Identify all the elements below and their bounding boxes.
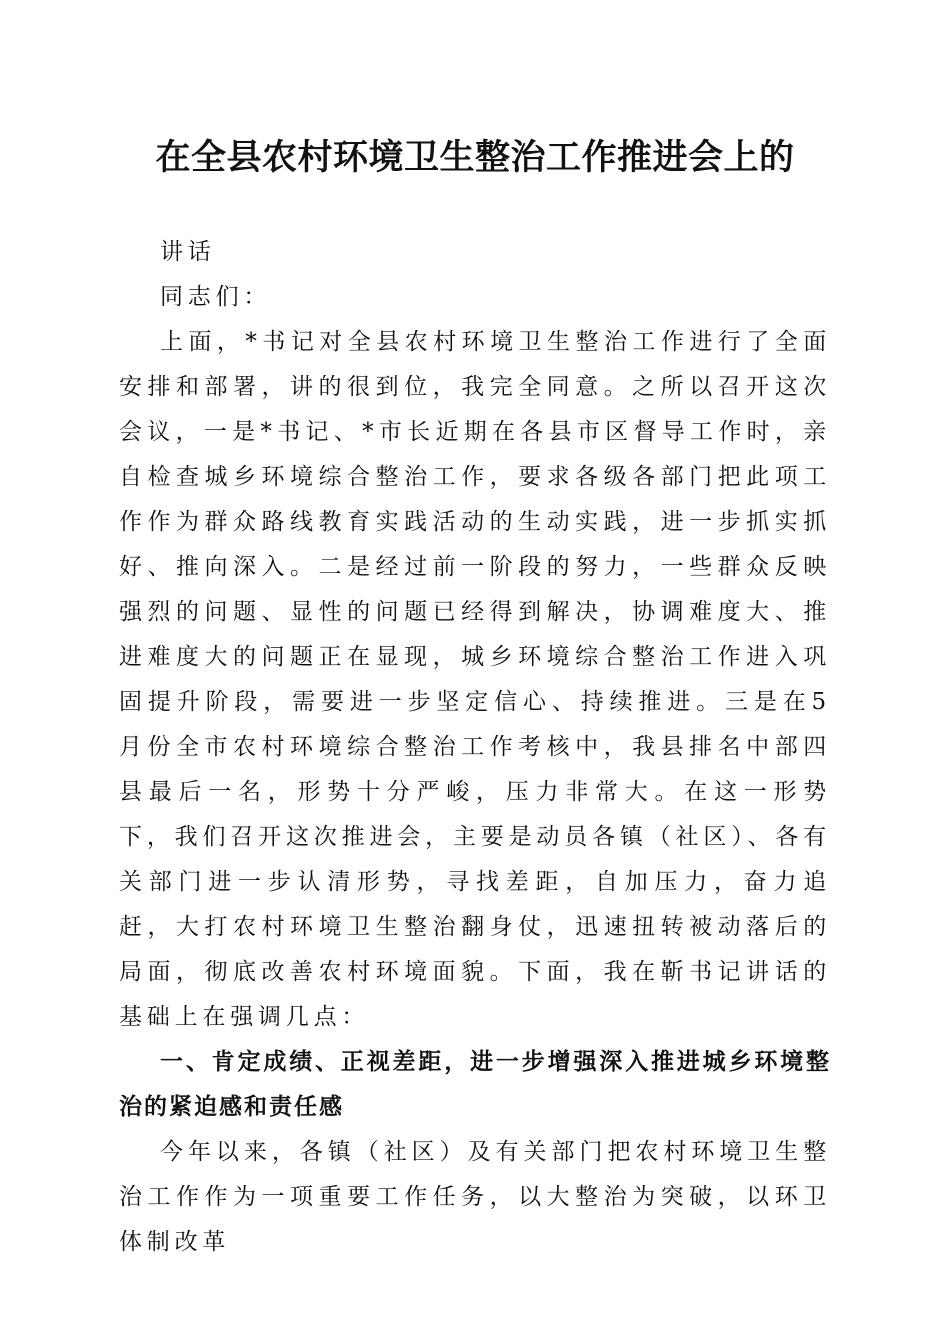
document-body xyxy=(119,230,831,1265)
salutation: 同志们： xyxy=(160,284,272,310)
subtitle-line: 讲话 xyxy=(160,239,216,265)
paragraph-opening: 上面，*书记对全县农村环境卫生整治工作进行了全面安排和部署，讲的很到位，我完全同意。之所以召开这次会议，一是*书记、*市长近期在各县市区督导工作时，亲自检查城乡环境综合整治工作，要求各级各部门把此项工作作为群众路线教育实践活动的生动实践，进一步抓实抓好、推向深入。二是经过前一阶段的努力，一些群众反映强烈的问题、显性的问题已经得到解决，协调难度大、推进难度大的问题正在显现，城乡环境综合整治工作进入巩固提升阶段，需要进一步坚定信心、持续推进。三是在5月份全市农村环境综合整治工作考核中，我县排名中部四县最后一名，形势十分严峻，压力非常大。在这一形势下，我们召开这次推进会，主要是动员各镇（社区）、各有关部门进一步认清形势，寻找差距，自加压力，奋力追赶，大打农村环境卫生整治翻身仗，迅速扭转被动落后的局面，彻底改善农村环境面貌。下面，我在靳书记讲话的基础上在强调几点： xyxy=(119,329,831,1030)
section-heading-1: 一、肯定成绩、正视差距，进一步增强深入推进城乡环境整治的紧迫感和责任感 xyxy=(119,1049,831,1120)
document-title: 在全县农村环境卫生整治工作推进会上的 xyxy=(155,137,795,178)
paragraph-section-1: 今年以来，各镇（社区）及有关部门把农村环境卫生整治工作作为一项重要工作任务，以大整治为突破，以环卫体制改革 xyxy=(119,1139,831,1255)
